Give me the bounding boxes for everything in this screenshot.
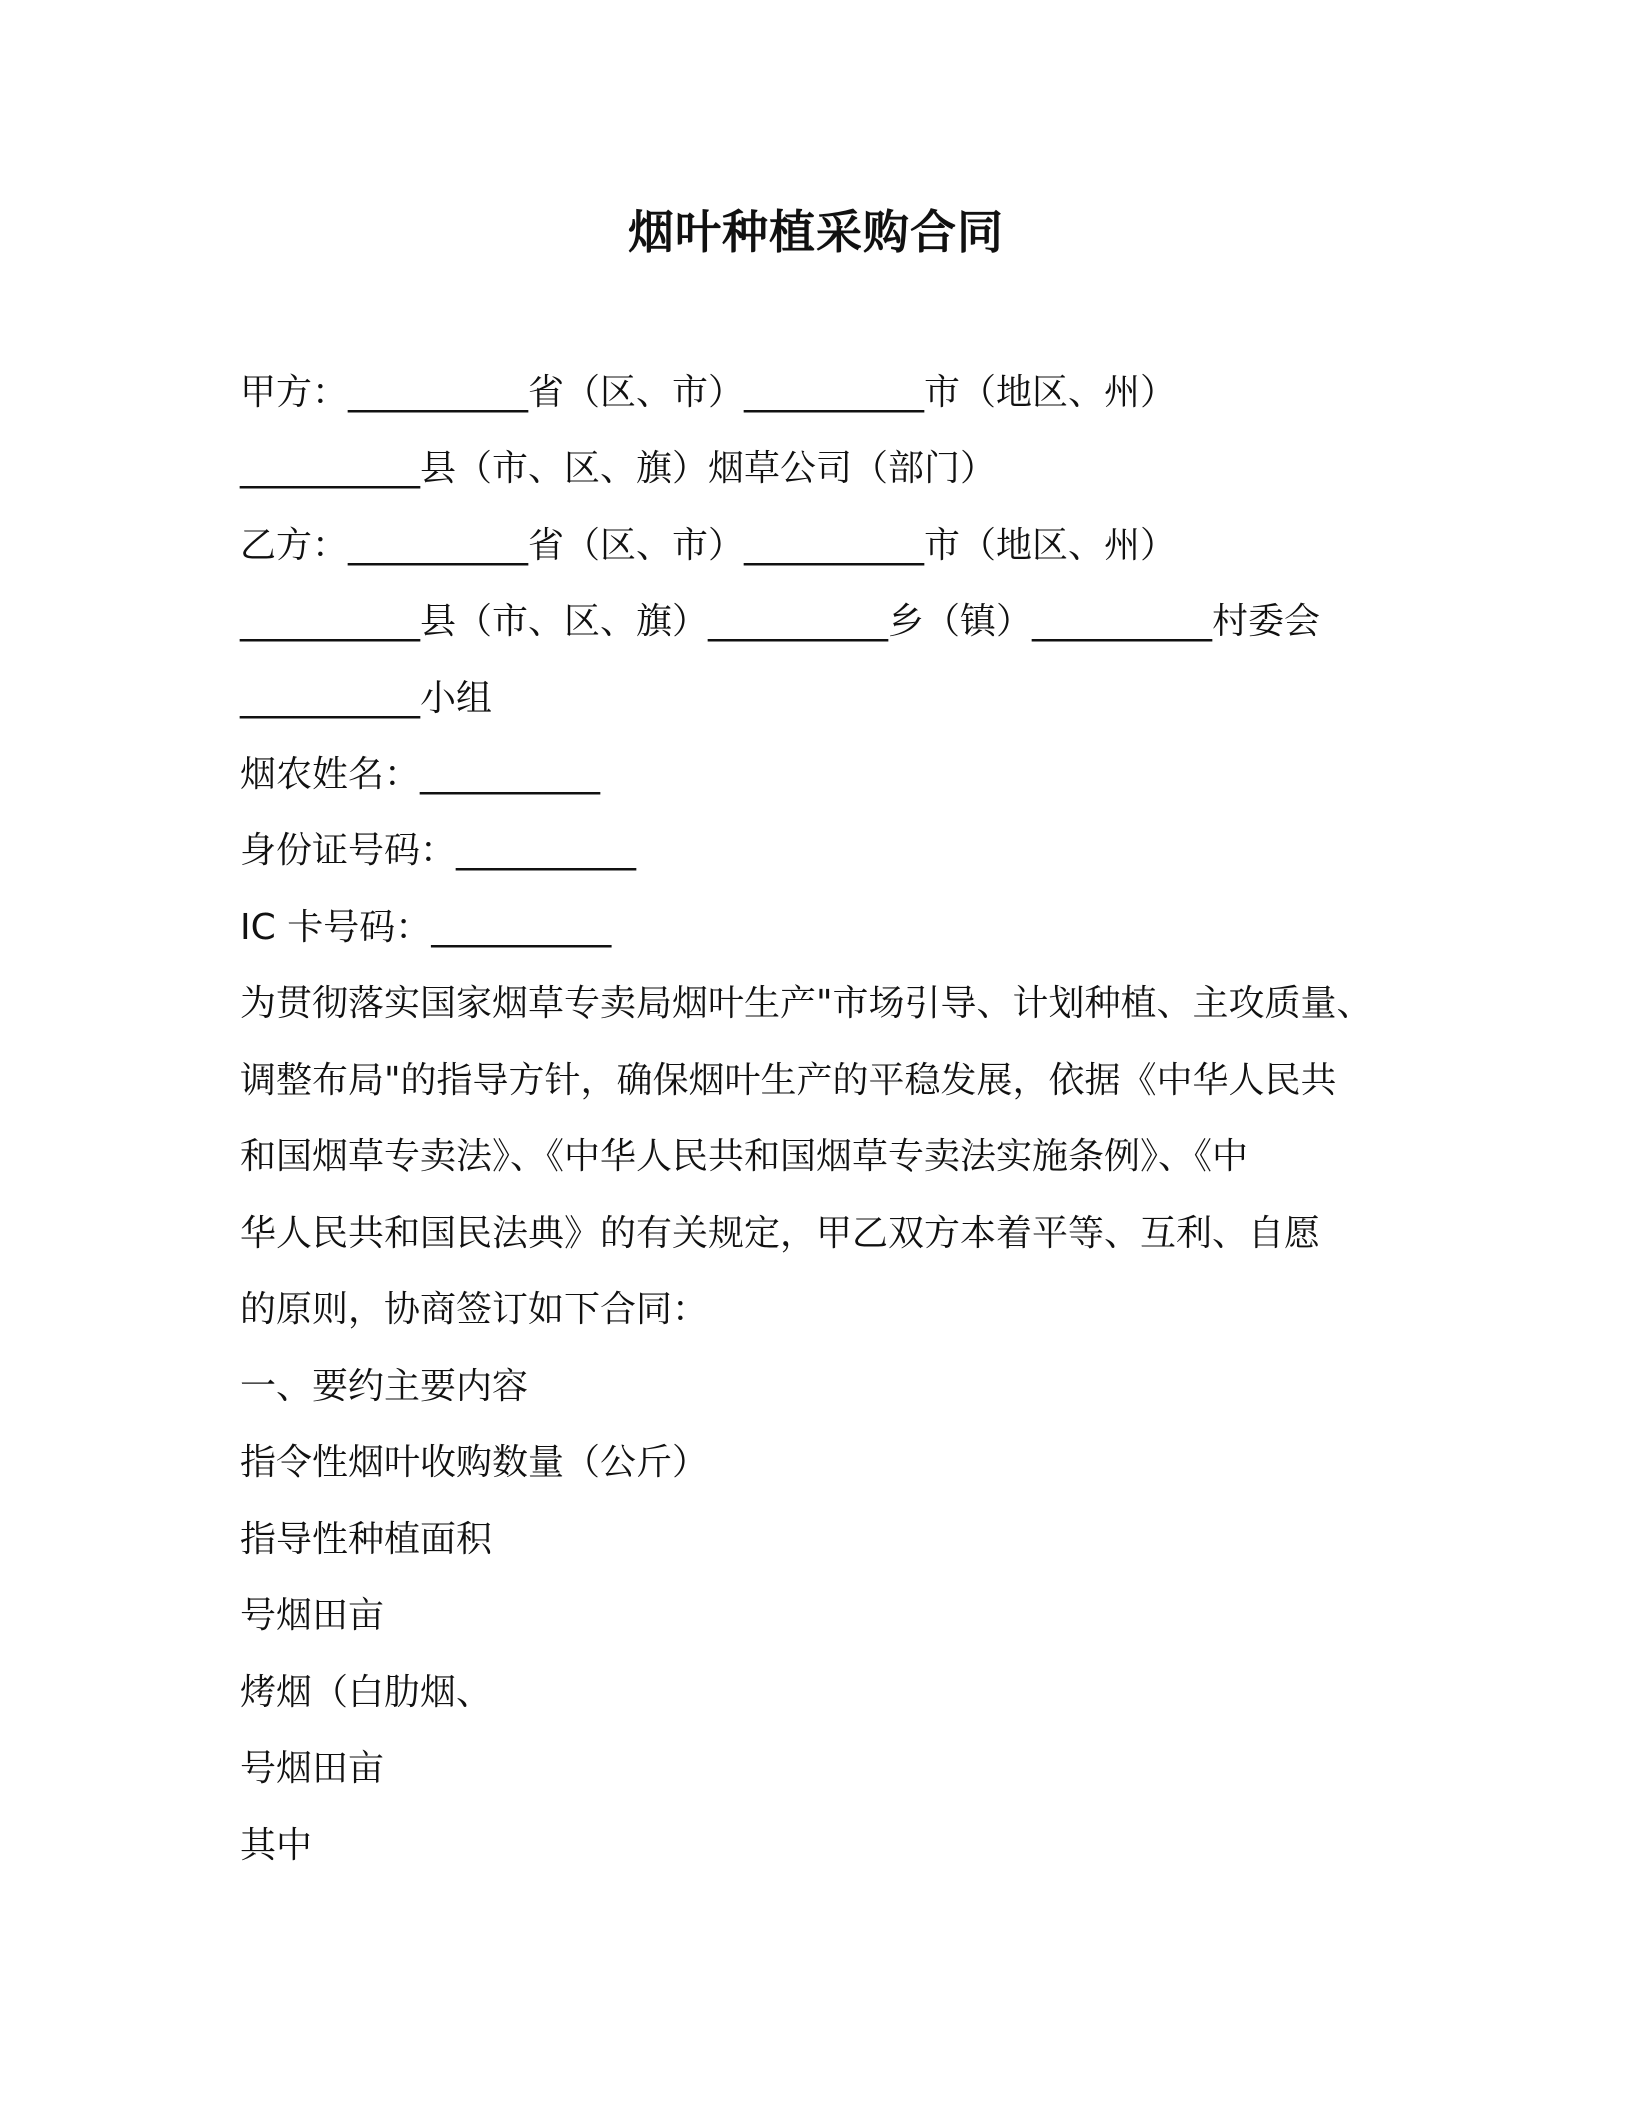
preamble-line-1: 为贯彻落实国家烟草专卖局烟叶生产"市场引导、计划种植、主攻质量、 bbox=[240, 983, 1373, 1024]
content-line-2: 指导性种植面积 bbox=[240, 1519, 493, 1560]
content-line-5: 号烟田亩 bbox=[240, 1748, 385, 1789]
content-line-4: 烤烟（白肋烟、 bbox=[240, 1672, 493, 1713]
ic-card-line: IC 卡号码：__________ bbox=[240, 907, 612, 948]
farmer-name-line: 烟农姓名：__________ bbox=[240, 754, 601, 795]
party-a-line-1: 甲方：__________省（区、市）__________市（地区、州） bbox=[240, 372, 1177, 413]
content-line-1: 指令性烟叶收购数量（公斤） bbox=[240, 1442, 709, 1483]
preamble-line-2: 调整布局"的指导方针，确保烟叶生产的平稳发展，依据《中华人民共 bbox=[240, 1060, 1337, 1101]
section-heading: 一、要约主要内容 bbox=[240, 1366, 529, 1407]
page-title: 烟叶种植采购合同 bbox=[628, 205, 1004, 259]
preamble-line-5: 的原则，协商签订如下合同： bbox=[240, 1289, 709, 1330]
party-b-line-1: 乙方：__________省（区、市）__________市（地区、州） bbox=[240, 525, 1177, 566]
preamble-line-4: 华人民共和国民法典》的有关规定，甲乙双方本着平等、互利、自愿 bbox=[240, 1213, 1321, 1254]
content-line-3: 号烟田亩 bbox=[240, 1595, 385, 1636]
party-a-line-2: __________县（市、区、旗）烟草公司（部门） bbox=[240, 448, 997, 489]
content-line-6: 其中 bbox=[240, 1825, 313, 1866]
party-b-line-2: __________县（市、区、旗）__________乡（镇）__________村委会 bbox=[240, 601, 1321, 642]
party-b-line-3: __________小组 bbox=[240, 678, 493, 719]
preamble-line-3: 和国烟草专卖法》、《中华人民共和国烟草专卖法实施条例》、《中 bbox=[240, 1136, 1249, 1177]
id-number-line: 身份证号码：__________ bbox=[240, 830, 637, 871]
